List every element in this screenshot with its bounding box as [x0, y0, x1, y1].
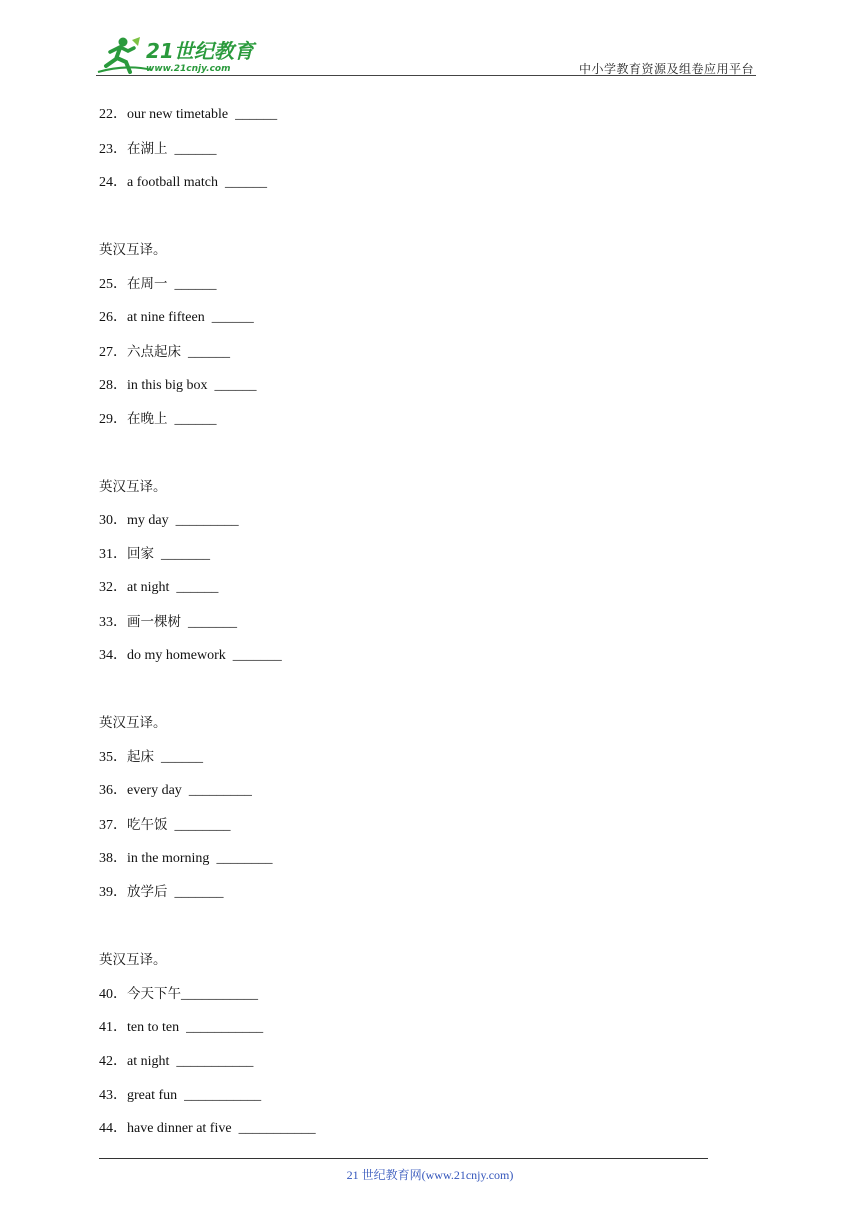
header-platform-text: 中小学教育资源及组卷应用平台: [578, 62, 754, 76]
exercise-item: 40．今天下午___________: [99, 986, 258, 1002]
exercise-item: 25．在周一 ______: [99, 276, 217, 292]
exercise-item: 29．在晚上 ______: [99, 411, 217, 427]
exercise-item: 42．at night ___________: [99, 1054, 254, 1069]
exercise-item: 41．ten to ten ___________: [99, 1020, 264, 1035]
logo-url: www.21cnjy.com: [146, 64, 231, 74]
answer-blank: _______: [232, 648, 282, 663]
answer-blank: ______: [214, 378, 257, 393]
exercise-item: 28．in this big box ______: [99, 378, 257, 393]
exercise-item: 34．do my homework _______: [99, 648, 282, 663]
exercise-item: 35．起床 ______: [99, 749, 203, 765]
section-title: 英汉互译。: [99, 242, 167, 258]
exercise-item: 38．in the morning ________: [99, 851, 273, 866]
answer-blank: _______: [188, 615, 237, 630]
section-title: 英汉互译。: [99, 715, 167, 731]
answer-blank: ______: [211, 310, 254, 325]
answer-blank: ______: [235, 107, 278, 122]
exercise-item: 27．六点起床 ______: [99, 344, 230, 360]
answer-blank: _______: [174, 885, 224, 900]
exercise-item: 22．our new timetable ______: [99, 107, 278, 122]
header-divider: [96, 75, 756, 76]
exercise-item: 32．at night ______: [99, 580, 219, 595]
answer-blank: ______: [176, 580, 219, 595]
answer-blank: ___________: [176, 1054, 254, 1069]
exercise-item: 43．great fun ___________: [99, 1088, 262, 1103]
exercise-item: 26．at nine fifteen ______: [99, 310, 254, 325]
exercise-item: 37．吃午饭 ________: [99, 817, 231, 833]
answer-blank: ___________: [184, 1088, 262, 1103]
answer-blank: ______: [174, 142, 217, 157]
answer-blank: ________: [174, 818, 231, 833]
logo-text: 21世纪教育: [146, 39, 254, 63]
answer-blank: ______: [188, 345, 230, 360]
answer-blank: ______: [174, 277, 217, 292]
exercise-item: 44．have dinner at five ___________: [99, 1121, 316, 1136]
section-title: 英汉互译。: [99, 479, 167, 495]
exercise-item: 33．画一棵树 _______: [99, 614, 237, 630]
footer-link[interactable]: 21 世纪教育网(www.21cnjy.com): [346, 1168, 514, 1182]
answer-blank: ___________: [238, 1121, 316, 1136]
exercise-item: 30．my day _________: [99, 513, 239, 528]
answer-blank: _________: [188, 783, 252, 798]
exercise-item: 24．a football match ______: [99, 175, 267, 190]
answer-blank: _________: [175, 513, 239, 528]
answer-blank: ______: [161, 750, 203, 765]
answer-blank: _______: [161, 547, 210, 562]
exercise-item: 31．回家 _______: [99, 546, 210, 562]
answer-blank: ______: [224, 175, 267, 190]
answer-blank: ___________: [186, 1020, 264, 1035]
exercise-item: 36．every day _________: [99, 783, 252, 798]
page-header: [96, 30, 756, 78]
runner-icon: [98, 37, 152, 72]
exercise-item: 23．在湖上 ______: [99, 141, 217, 157]
footer-divider: [99, 1158, 708, 1159]
answer-blank: ________: [216, 851, 273, 866]
site-logo: [96, 34, 266, 76]
answer-blank: ___________: [181, 987, 258, 1002]
answer-blank: ______: [174, 412, 217, 427]
exercise-item: 39．放学后 _______: [99, 884, 224, 900]
section-title: 英汉互译。: [99, 952, 167, 968]
